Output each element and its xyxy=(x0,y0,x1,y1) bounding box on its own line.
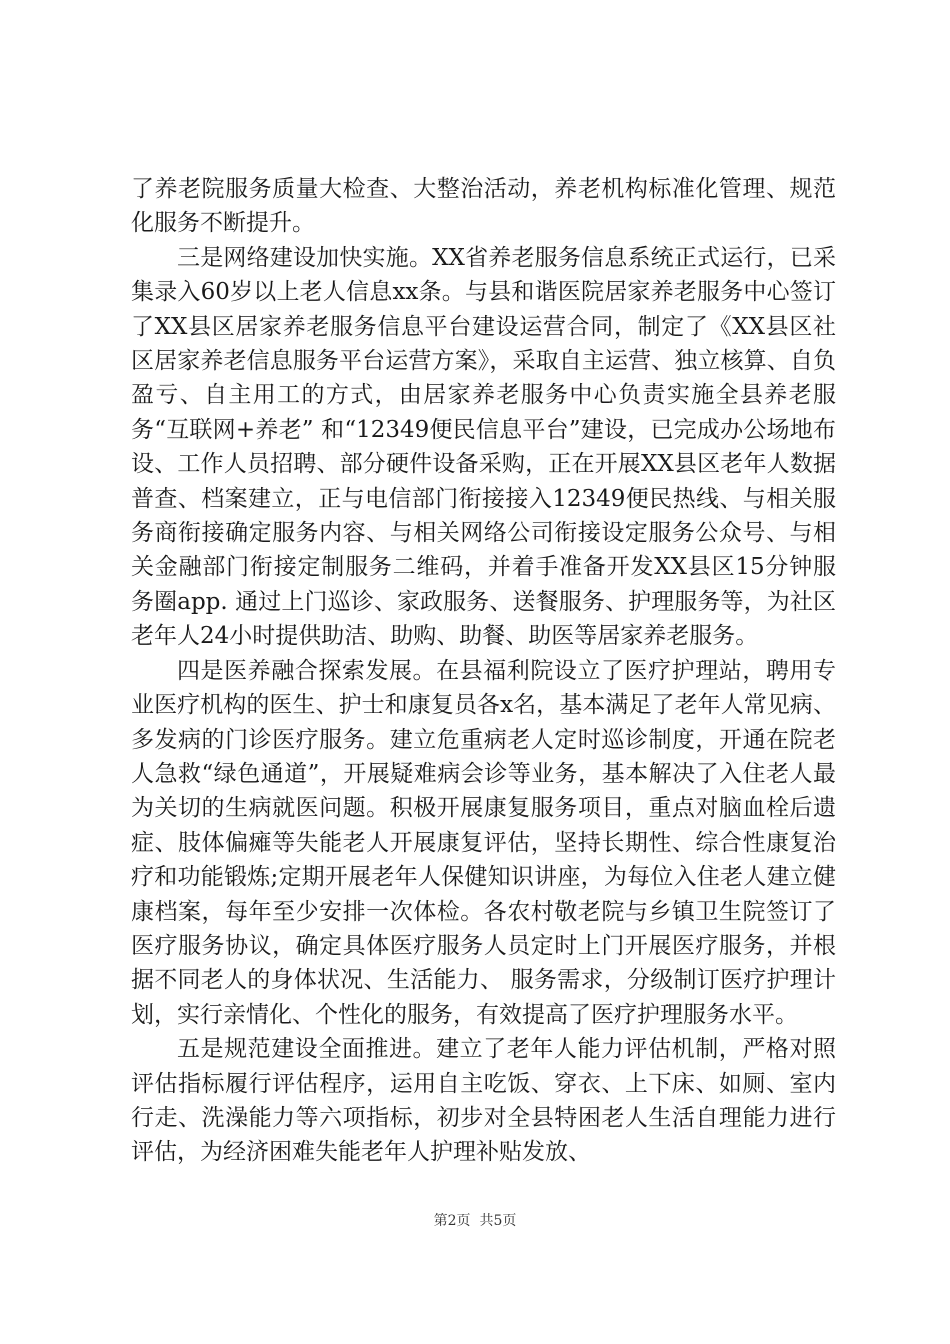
paragraph-network-construction: 三是网络建设加快实施。XX省养老服务信息系统正式运行，已采集录入60岁以上老人信息xx条。与县和谐医院居家养老服务中心签订了XX县区居家养老服务信息平台建设运营合同，制定了《XX县区社区居家养老信息服务平台运营方案》，采取自主运营、独立核算、自负盈亏、自主用工的方式，由居家养老服务中心负责实施全县养老服务“互联网+养老” 和“12349便民信息平台”建设，已完成办公场地布设、工作人员招聘、部分硬件设备采购，正在开展XX县区老年人数据普查、档案建立，正与电信部门衔接接入12349便民热线、与相关服务商衔接确定服务内容、与相关网络公司衔接设定服务公众号、与相关金融部门衔接定制服务二维码，并着手准备开发XX县区15分钟服务圈app. 通过上门巡诊、家政服务、送餐服务、护理服务等，为社区老年人24小时提供助洁、助购、助餐、助医等居家养老服务。 xyxy=(131,244,836,650)
paragraph-continuation: 了养老院服务质量大检查、大整治活动，养老机构标准化管理、规范化服务不断提升。 xyxy=(131,176,836,237)
document-body xyxy=(131,172,836,1170)
page-number-footer: 第2页 共5页 xyxy=(433,1213,517,1229)
paragraph-standardization: 五是规范建设全面推进。建立了老年人能力评估机制，严格对照评估指标履行评估程序，运用自主吃饭、穿衣、上下床、如厕、室内行走、洗澡能力等六项指标，初步对全县特困老人生活自理能力进行评估，为经济困难失能老年人护理补贴发放、 xyxy=(131,1036,836,1166)
paragraph-medical-care-integration: 四是医养融合探索发展。在县福利院设立了医疗护理站，聘用专业医疗机构的医生、护士和康复员各x名，基本满足了老年人常见病、多发病的门诊医疗服务。建立危重病老人定时巡诊制度，开通在院老人急救“绿色通道”，开展疑难病会诊等业务，基本解决了入住老人最为关切的生病就医问题。积极开展康复服务项目，重点对脑血栓后遗症、肢体偏瘫等失能老人开展康复评估，坚持长期性、综合性康复治疗和功能锻炼;定期开展老年人保健知识讲座，为每位入住老人建立健康档案，每年至少安排一次体检。各农村敬老院与乡镇卫生院签订了医疗服务协议，确定具体医疗服务人员定时上门开展医疗服务，并根据不同老人的身体状况、生活能力、 服务需求，分级制订医疗护理计划，实行亲情化、个性化的服务，有效提高了医疗护理服务水平。 xyxy=(131,657,836,1028)
